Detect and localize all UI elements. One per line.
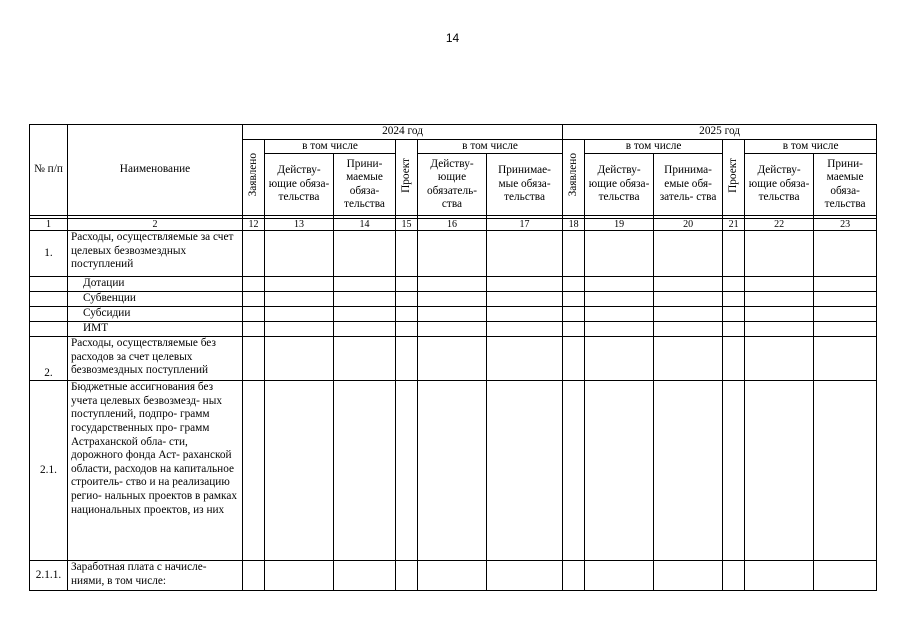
column-number: 20 xyxy=(654,219,723,231)
row-number xyxy=(30,322,68,337)
valid-2025-project-header: Действу- ющие обяза- тельства xyxy=(745,154,814,216)
row-name: Заработная плата с начисле- ниями, в том числе: xyxy=(68,561,243,591)
column-number: 15 xyxy=(396,219,418,231)
including-2025-project: в том числе xyxy=(745,139,877,154)
column-number: 13 xyxy=(265,219,334,231)
accepted-2025-project-header: Прини- маемые обяза- тельства xyxy=(814,154,877,216)
row-name: ИМТ xyxy=(68,322,243,337)
row-number: 2.1. xyxy=(30,381,68,561)
row-name: Субсидии xyxy=(68,307,243,322)
declared-2024-header: Заявлено xyxy=(243,139,265,216)
project-2025-header: Проект xyxy=(723,139,745,216)
table-row xyxy=(30,322,877,337)
column-number: 14 xyxy=(334,219,396,231)
budget-table xyxy=(29,124,877,591)
column-number: 1 xyxy=(30,219,68,231)
accepted-2024-project-header: Принимае- мые обяза- тельства xyxy=(487,154,563,216)
project-2024-header: Проект xyxy=(396,139,418,216)
column-number: 21 xyxy=(723,219,745,231)
row-name: Субвенции xyxy=(68,292,243,307)
row-name: Бюджетные ассигнования без учета целевых безвозмезд- ных поступлений, подпро- грамм государственных про- грамм Астраханской обла- сти, дорожного фонда Аст- раханской области, расходов на капитальное строитель- ство и на реализацию регио- нальных проектов в рамках национальных проектов, из них xyxy=(68,381,243,561)
table-row xyxy=(30,277,877,292)
col-num-header: № п/п xyxy=(30,125,68,216)
column-number: 2 xyxy=(68,219,243,231)
table-row xyxy=(30,561,877,591)
column-number: 18 xyxy=(563,219,585,231)
accepted-2025-header: Принима- емые обя- затель- ства xyxy=(654,154,723,216)
valid-2025-header: Действу- ющие обяза- тельства xyxy=(585,154,654,216)
year-2024-header: 2024 год xyxy=(243,125,563,140)
table-row xyxy=(30,292,877,307)
accepted-2024-header: Прини- маемые обяза- тельства xyxy=(334,154,396,216)
table-row xyxy=(30,381,877,561)
table-row xyxy=(30,337,877,381)
including-2024-project: в том числе xyxy=(418,139,563,154)
declared-2025-header: Заявлено xyxy=(563,139,585,216)
valid-2024-project-header: Действу- ющие обязатель- ства xyxy=(418,154,487,216)
year-2025-header: 2025 год xyxy=(563,125,877,140)
row-number: 2.1.1. xyxy=(30,561,68,591)
column-number: 19 xyxy=(585,219,654,231)
row-number xyxy=(30,307,68,322)
column-number: 12 xyxy=(243,219,265,231)
column-number: 17 xyxy=(487,219,563,231)
table-row xyxy=(30,307,877,322)
row-name: Расходы, осуществляемые за счет целевых безвозмездных поступлений xyxy=(68,231,243,277)
row-number xyxy=(30,277,68,292)
row-number: 1. xyxy=(30,231,68,277)
row-number: 2. xyxy=(30,337,68,381)
column-number-row xyxy=(30,219,877,231)
valid-2024-header: Действу- ющие обяза- тельства xyxy=(265,154,334,216)
page-number: 14 xyxy=(445,31,460,45)
including-2024-declared: в том числе xyxy=(265,139,396,154)
row-number xyxy=(30,292,68,307)
including-2025-declared: в том числе xyxy=(585,139,723,154)
column-number: 23 xyxy=(814,219,877,231)
table-row xyxy=(30,231,877,277)
row-name: Дотации xyxy=(68,277,243,292)
column-number: 22 xyxy=(745,219,814,231)
col-name-header: Наименование xyxy=(68,125,243,216)
row-name: Расходы, осуществляемые без расходов за счет целевых безвозмездных поступлений xyxy=(68,337,243,381)
column-number: 16 xyxy=(418,219,487,231)
